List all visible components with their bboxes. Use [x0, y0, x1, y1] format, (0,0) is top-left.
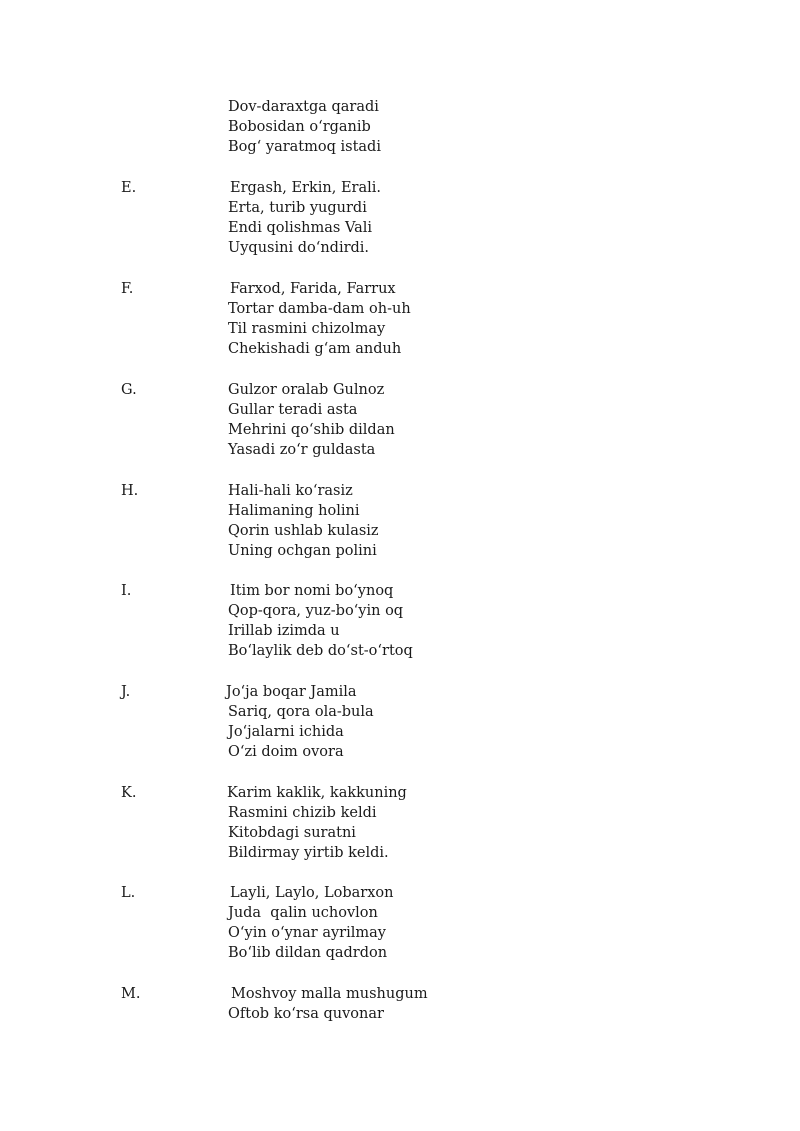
stanza-letter: E.: [121, 180, 137, 196]
stanza-line: Bo‘laylik deb do‘st-o‘rtoq: [228, 643, 413, 659]
stanza-letter: G.: [121, 382, 137, 398]
stanza-line: Rasmini chizib keldi: [228, 805, 377, 821]
stanza-letter: I.: [121, 583, 132, 599]
stanza-line: Halimaning holini: [228, 503, 360, 519]
stanza-line: Chekishadi g‘am anduh: [228, 341, 402, 357]
stanza-line: Sariq, qora ola-bula: [228, 704, 374, 720]
stanza-letter: L.: [121, 885, 136, 901]
intro-line: Bobosidan o‘rganib: [228, 119, 371, 135]
stanza-line: Oftob ko‘rsa quvonar: [228, 1006, 384, 1022]
stanza-line: Til rasmini chizolmay: [228, 321, 386, 337]
stanza-line: Qorin ushlab kulasiz: [228, 523, 379, 539]
stanza-line: Jo‘jalarni ichida: [228, 724, 344, 740]
stanza-letter: K.: [121, 785, 137, 801]
stanza-line: Gullar teradi asta: [228, 402, 358, 418]
stanza-line: Bildirmay yirtib keldi.: [228, 845, 389, 861]
stanza-line: Uning ochgan polini: [228, 543, 377, 559]
stanza-line: Ergash, Erkin, Erali.: [230, 180, 381, 196]
stanza-line: Mehrini qo‘shib dildan: [228, 422, 395, 438]
stanza-line: Endi qolishmas Vali: [228, 220, 373, 236]
stanza-line: Irillab izimda u: [228, 623, 340, 639]
intro-line: Dov-daraxtga qaradi: [228, 99, 379, 115]
stanza-line: Yasadi zo‘r guldasta: [228, 442, 376, 458]
stanza-line: Itim bor nomi bo‘ynoq: [230, 583, 394, 599]
stanza-line: Gulzor oralab Gulnoz: [228, 382, 385, 398]
stanza-line: Tortar damba-dam oh-uh: [228, 301, 411, 317]
stanza-line: Jo‘ja boqar Jamila: [226, 684, 357, 700]
stanza-line: Layli, Laylo, Lobarxon: [230, 885, 394, 901]
stanza-line: Moshvoy malla mushugum: [231, 986, 428, 1002]
stanza-line: Erta, turib yugurdi: [228, 200, 367, 216]
stanza-line: Uyqusini do‘ndirdi.: [228, 240, 370, 256]
stanza-letter: F.: [121, 281, 134, 297]
stanza-line: O‘yin o‘ynar ayrilmay: [228, 925, 386, 941]
stanza-line: Kitobdagi suratni: [228, 825, 356, 841]
stanza-line: Farxod, Farida, Farrux: [230, 281, 396, 297]
stanza-letter: H.: [121, 483, 139, 499]
stanza-line: Hali-hali ko‘rasiz: [228, 483, 353, 499]
intro-line: Bog‘ yaratmoq istadi: [228, 139, 381, 155]
stanza-letter: J.: [121, 684, 131, 700]
stanza-line: Qop-qora, yuz-bo‘yin oq: [228, 603, 404, 619]
stanza-line: Karim kaklik, kakkuning: [227, 785, 407, 801]
stanza-line: O‘zi doim ovora: [228, 744, 344, 760]
stanza-line: Bo‘lib dildan qadrdon: [228, 945, 388, 961]
stanza-line: Juda qalin uchovlon: [228, 905, 378, 921]
stanza-letter: M.: [121, 986, 141, 1002]
